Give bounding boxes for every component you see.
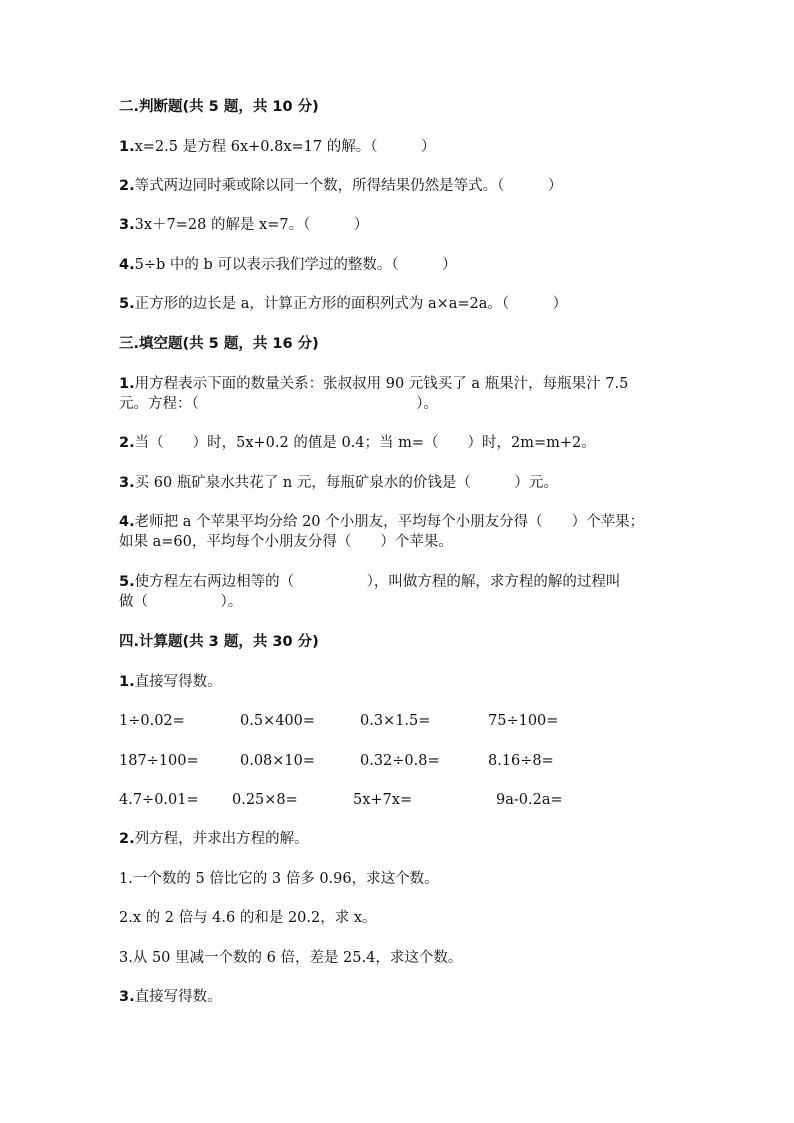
question-4-2 <box>119 828 309 850</box>
question-3-5 <box>119 571 620 593</box>
question-text: 正方形的边长是 a，计算正方形的面积列式为 a×a=2a。（ ） <box>134 296 568 312</box>
calc-item: 8.16÷8= <box>488 753 554 769</box>
question-2-1 <box>119 136 435 158</box>
calc-item: 9a-0.2a= <box>496 792 563 808</box>
calc-row-3 <box>119 789 679 811</box>
question-text: 直接写得数。 <box>134 674 222 690</box>
question-number: 3. <box>119 475 135 491</box>
question-3-5-line2: 做（ ）。 <box>119 594 243 610</box>
calc-item: 75÷100= <box>488 713 559 729</box>
question-number: 4. <box>119 514 135 530</box>
section-heading-calculation: 四.计算题(共 3 题，共 30 分) <box>119 634 319 650</box>
question-3-4 <box>119 511 644 533</box>
question-3-2 <box>119 432 596 454</box>
calc-item: 187÷100= <box>119 753 199 769</box>
calc-item: 5x+7x= <box>353 792 413 808</box>
calc-item: 0.5×400= <box>240 713 316 729</box>
calc-item: 0.32÷0.8= <box>360 753 440 769</box>
question-3-4-line2: 如果 a=60，平均每个小朋友分得（ ）个苹果。 <box>119 534 453 550</box>
sub-question-3: 3.从 50 里减一个数的 6 倍，差是 25.4，求这个数。 <box>119 950 463 966</box>
question-number: 4. <box>119 257 135 273</box>
question-text: 用方程表示下面的数量关系：张叔叔用 90 元钱买了 a 瓶果汁，每瓶果汁 7.5 <box>134 376 629 392</box>
question-number: 1. <box>119 674 135 690</box>
question-text: 3x＋7=28 的解是 x=7。（ ） <box>134 217 369 233</box>
calc-row-2 <box>119 750 679 772</box>
question-number: 1. <box>119 139 135 155</box>
sub-question-2: 2.x 的 2 倍与 4.6 的和是 20.2，求 x。 <box>119 910 377 926</box>
question-4-3 <box>119 986 222 1008</box>
question-2-4 <box>119 254 457 276</box>
question-4-1 <box>119 671 222 693</box>
section-heading-fill-blank: 三.填空题(共 5 题，共 16 分) <box>119 336 319 352</box>
question-number: 3. <box>119 217 135 233</box>
calc-item: 0.08×10= <box>240 753 316 769</box>
question-3-1 <box>119 373 628 395</box>
question-number: 2. <box>119 178 135 194</box>
question-number: 3. <box>119 989 135 1005</box>
question-text: 买 60 瓶矿泉水共花了 n 元，每瓶矿泉水的价钱是（ ）元。 <box>134 475 558 491</box>
question-2-5 <box>119 293 567 315</box>
question-text: x=2.5 是方程 6x+0.8x=17 的解。（ ） <box>134 139 436 155</box>
question-number: 2. <box>119 831 135 847</box>
calc-item: 0.25×8= <box>232 792 298 808</box>
question-2-2 <box>119 175 562 197</box>
calc-item: 1÷0.02= <box>119 713 185 729</box>
question-text: 等式两边同时乘或除以同一个数，所得结果仍然是等式。（ ） <box>134 178 563 194</box>
question-text: 列方程，并求出方程的解。 <box>134 831 309 847</box>
question-text: 使方程左右两边相等的（ ），叫做方程的解，求方程的解的过程叫 <box>134 574 621 590</box>
question-number: 1. <box>119 376 135 392</box>
question-number: 5. <box>119 296 135 312</box>
question-text: 5÷b 中的 b 可以表示我们学过的整数。（ ） <box>134 257 457 273</box>
question-number: 5. <box>119 574 135 590</box>
sub-question-1: 1.一个数的 5 倍比它的 3 倍多 0.96，求这个数。 <box>119 871 439 887</box>
section-heading-judgement: 二.判断题(共 5 题，共 10 分) <box>119 99 319 115</box>
question-text: 老师把 a 个苹果平均分给 20 个小朋友，平均每个小朋友分得（ ）个苹果； <box>134 514 645 530</box>
question-text: 直接写得数。 <box>134 989 222 1005</box>
question-2-3 <box>119 214 368 236</box>
calc-item: 0.3×1.5= <box>360 713 431 729</box>
question-3-3 <box>119 472 558 494</box>
question-3-1-line2: 元。方程：（ ）。 <box>119 396 438 412</box>
calc-item: 4.7÷0.01= <box>119 792 199 808</box>
question-number: 2. <box>119 435 135 451</box>
calc-row-1 <box>119 710 679 732</box>
question-text: 当（ ）时，5x+0.2 的值是 0.4；当 m=（ ）时，2m=m+2。 <box>134 435 596 451</box>
